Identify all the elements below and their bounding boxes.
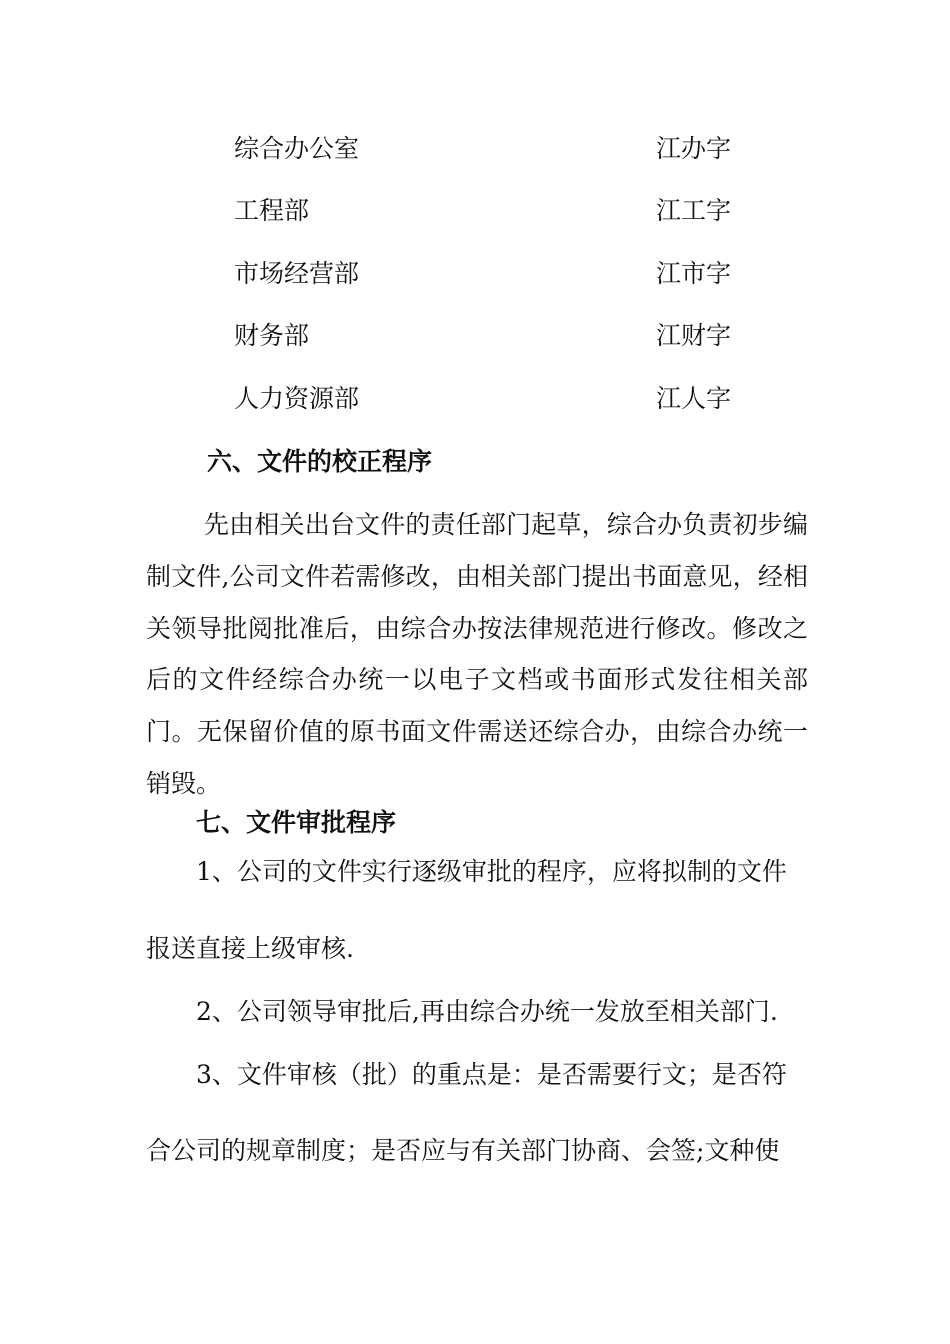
section-body-paragraph: 先由相关出台文件的责任部门起草，综合办负责初步编制文件,公司文件若需修改，由相关部门提出书面意见，经相关领导批阅批准后，由综合办按法律规范进行修改。修改之后的文件经综合办统一以电子文档或书面形式发往相关部门。无保留价值的原书面文件需送还综合办，由综合办统一销毁。 (146, 510, 808, 798)
doc-code-row (0, 254, 950, 294)
list-item-text: 合公司的规章制度；是否应与有关部门协商、会签;文种使 (146, 1136, 780, 1165)
department-name: 人力资源部 (234, 384, 360, 413)
document-code: 江工字 (656, 196, 732, 225)
list-item-text: 3、文件审核（批）的重点是：是否需要行文；是否符 (196, 1060, 787, 1089)
document-code: 江人字 (656, 384, 732, 413)
doc-code-row (0, 316, 950, 356)
department-name: 工程部 (234, 196, 310, 225)
department-name: 综合办公室 (234, 134, 360, 163)
list-item-text: 报送直接上级审核. (146, 934, 354, 963)
department-name: 市场经营部 (234, 259, 360, 288)
department-name: 财务部 (234, 321, 310, 350)
section-heading: 七、文件审批程序 (196, 808, 397, 837)
list-item-text: 2、公司领导审批后,再由综合办统一发放至相关部门. (196, 997, 778, 1026)
doc-code-row (0, 379, 950, 419)
list-item-text: 1、公司的文件实行逐级审批的程序，应将拟制的文件 (196, 857, 787, 886)
document-code: 江办字 (656, 134, 732, 163)
doc-code-row (0, 191, 950, 231)
doc-code-row (0, 129, 950, 169)
document-code: 江财字 (656, 321, 732, 350)
document-code: 江市字 (656, 259, 732, 288)
section-heading: 六、文件的校正程序 (207, 447, 433, 476)
